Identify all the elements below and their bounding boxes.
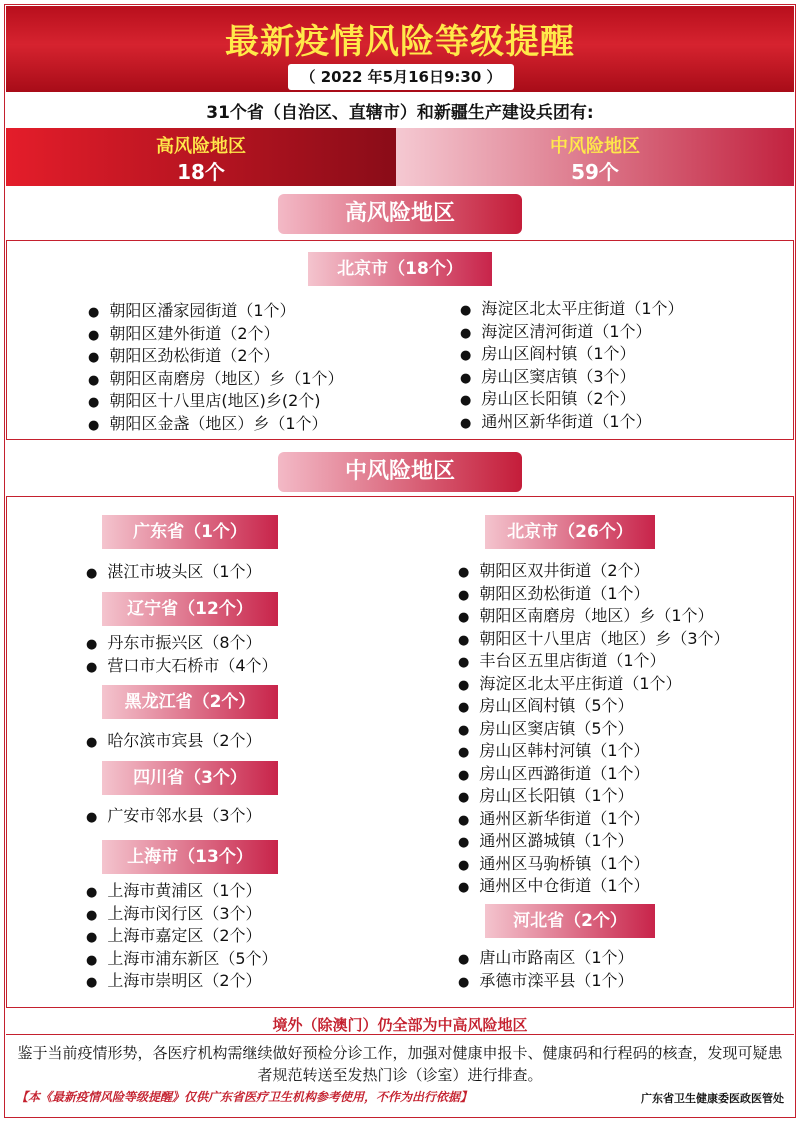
list-item: ● 房山区窦店镇（3个） — [460, 366, 684, 389]
list-item: ● 房山区阎村镇（5个） — [458, 695, 730, 718]
mid-risk-summary — [396, 128, 794, 186]
list-item: ● 营口市大石桥市（4个） — [86, 655, 278, 678]
list-item: ● 朝阳区双井街道（2个） — [458, 560, 730, 583]
liaoning-tag: 辽宁省（12个） — [102, 592, 278, 626]
mid-risk-section-title: 中风险地区 — [278, 452, 522, 492]
high-risk-list-left — [88, 300, 344, 435]
list-item: ● 朝阳区十八里店（地区）乡（3个） — [458, 628, 730, 651]
list-item: ● 房山区长阳镇（1个） — [458, 785, 730, 808]
list-item: ● 丰台区五里店街道（1个） — [458, 650, 730, 673]
list-item: ● 广安市邻水县（3个） — [86, 805, 262, 828]
sichuan-tag: 四川省（3个） — [102, 761, 278, 795]
abroad-notice: 境外（除澳门）仍全部为中高风险地区 — [272, 1016, 528, 1034]
hebei-list — [458, 947, 634, 992]
list-item: ● 通州区新华街道（1个） — [458, 808, 730, 831]
footer-disclaimer: 【本《最新疫情风险等级提醒》仅供广东省医疗卫生机构参考使用，不作为出行依据】 — [16, 1090, 473, 1104]
list-item: ● 上海市嘉定区（2个） — [86, 925, 278, 948]
sichuan-list — [86, 805, 262, 828]
list-item: ● 通州区新华街道（1个） — [460, 411, 684, 434]
date-label: （ 2022 年5月16日9:30 ） — [288, 64, 514, 90]
heilongjiang-list — [86, 730, 262, 753]
list-item: ● 哈尔滨市宾县（2个） — [86, 730, 262, 753]
list-item: ● 海淀区北太平庄街道（1个） — [460, 298, 684, 321]
hebei-tag: 河北省（2个） — [485, 904, 655, 938]
list-item: ● 通州区潞城镇（1个） — [458, 830, 730, 853]
high-risk-summary-count: 18个 — [177, 160, 225, 184]
list-item: ● 朝阳区南磨房（地区）乡（1个） — [88, 368, 344, 391]
beijing-mid-tag: 北京市（26个） — [485, 515, 655, 549]
high-risk-section-title: 高风险地区 — [278, 194, 522, 234]
list-item: ● 通州区中仓街道（1个） — [458, 875, 730, 898]
guangdong-list — [86, 561, 262, 584]
list-item: ● 房山区韩村河镇（1个） — [458, 740, 730, 763]
list-item: ● 房山区窦店镇（5个） — [458, 718, 730, 741]
high-risk-summary — [6, 128, 396, 186]
shanghai-list — [86, 880, 278, 993]
list-item: ● 朝阳区十八里店(地区)乡(2个) — [88, 390, 344, 413]
list-item: ● 朝阳区金盏（地区）乡（1个） — [88, 413, 344, 436]
list-item: ● 上海市闵行区（3个） — [86, 903, 278, 926]
list-item: ● 通州区马驹桥镇（1个） — [458, 853, 730, 876]
mid-risk-summary-label: 中风险地区 — [550, 136, 640, 157]
list-item: ● 海淀区北太平庄街道（1个） — [458, 673, 730, 696]
high-risk-summary-label: 高风险地区 — [156, 136, 246, 157]
guangdong-tag: 广东省（1个） — [102, 515, 278, 549]
list-item: ● 房山区西潞街道（1个） — [458, 763, 730, 786]
high-risk-list-right — [460, 298, 684, 433]
list-item: ● 湛江市坡头区（1个） — [86, 561, 262, 584]
list-item: ● 唐山市路南区（1个） — [458, 947, 634, 970]
heilongjiang-tag: 黑龙江省（2个） — [102, 685, 278, 719]
list-item: ● 丹东市振兴区（8个） — [86, 632, 278, 655]
list-item: ● 房山区长阳镇（2个） — [460, 388, 684, 411]
list-item: ● 朝阳区劲松街道（1个） — [458, 583, 730, 606]
mid-risk-summary-count: 59个 — [571, 160, 619, 184]
liaoning-list — [86, 632, 278, 677]
list-item: ● 朝阳区劲松街道（2个） — [88, 345, 344, 368]
beijing-mid-list — [458, 560, 730, 898]
intro-text: 31个省（自治区、直辖市）和新疆生产建设兵团有: — [206, 103, 594, 123]
page-title: 最新疫情风险等级提醒 — [225, 22, 575, 62]
list-item: ● 上海市崇明区（2个） — [86, 970, 278, 993]
list-item: ● 朝阳区南磨房（地区）乡（1个） — [458, 605, 730, 628]
high-risk-beijing-tag: 北京市（18个） — [308, 252, 492, 286]
divider — [6, 1034, 794, 1035]
list-item: ● 房山区阎村镇（1个） — [460, 343, 684, 366]
footer-organization: 广东省卫生健康委医政医管处 — [641, 1092, 784, 1105]
list-item: ● 上海市黄浦区（1个） — [86, 880, 278, 903]
list-item: ● 承德市滦平县（1个） — [458, 970, 634, 993]
list-item: ● 朝阳区建外街道（2个） — [88, 323, 344, 346]
shanghai-tag: 上海市（13个） — [102, 840, 278, 874]
list-item: ● 朝阳区潘家园街道（1个） — [88, 300, 344, 323]
list-item: ● 海淀区清河街道（1个） — [460, 321, 684, 344]
header-banner — [6, 6, 794, 92]
list-item: ● 上海市浦东新区（5个） — [86, 948, 278, 971]
guidance-note: 鉴于当前疫情形势，各医疗机构需继续做好预检分诊工作，加强对健康申报卡、健康码和行程码的核查，发现可疑患者规范转送至发热门诊（诊室）进行排查。 — [17, 1044, 783, 1084]
